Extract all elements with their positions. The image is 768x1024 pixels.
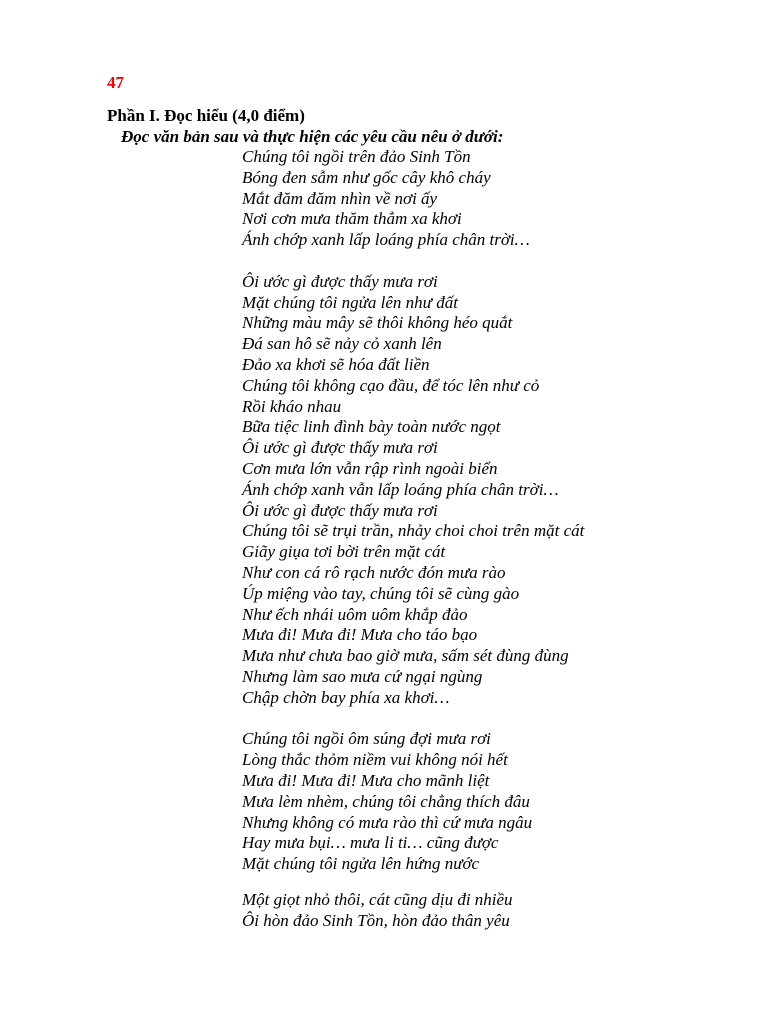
poem-line: Những màu mây sẽ thôi không héo quắt <box>242 313 513 333</box>
poem-line: Chúng tôi sẽ trụi trần, nhảy choi choi trên mặt cát <box>242 521 585 541</box>
section-title: Phần I. Đọc hiểu (4,0 điểm) <box>107 106 305 125</box>
poem-line: Hay mưa bụi… mưa li ti… cũng được <box>242 833 499 853</box>
page-number: 47 <box>107 73 124 92</box>
poem-line: Giãy giụa tơi bời trên mặt cát <box>242 542 446 562</box>
poem-line: Lòng thắc thỏm niềm vui không nói hết <box>242 750 508 770</box>
poem-line: Chúng tôi ngồi ôm súng đợi mưa rơi <box>242 729 491 749</box>
poem-line: Chúng tôi ngồi trên đảo Sinh Tồn <box>242 147 471 166</box>
poem-line: Như con cá rô rạch nước đón mưa rào <box>242 562 506 582</box>
poem-line: Đá san hô sẽ nảy cỏ xanh lên <box>242 334 442 354</box>
poem-line: Bóng đen sẫm như gốc cây khô cháy <box>242 167 491 187</box>
poem <box>242 147 584 931</box>
instruction-text: Đọc văn bản sau và thực hiện các yêu cầu nêu ở dưới: <box>121 127 504 146</box>
poem-line: Cơn mưa lớn vẫn rập rình ngoài biển <box>242 458 498 478</box>
poem-line: Bữa tiệc linh đình bày toàn nước ngọt <box>242 417 501 437</box>
poem-stanza-4 <box>242 890 584 932</box>
poem-line: Mưa lèm nhèm, chúng tôi chẳng thích đâu <box>242 791 530 811</box>
poem-line: Ôi ước gì được thấy mưa rơi <box>242 500 438 520</box>
poem-stanza-1 <box>242 147 584 251</box>
poem-stanza-2 <box>242 272 584 709</box>
poem-line: Mặt chúng tôi ngửa lên hứng nước <box>242 854 480 874</box>
poem-line: Mặt chúng tôi ngửa lên như đất <box>242 292 458 312</box>
poem-line: Mưa đi! Mưa đi! Mưa cho táo bạo <box>242 625 478 645</box>
poem-line: Như ếch nhái uôm uôm khắp đảo <box>242 604 468 624</box>
poem-line: Ôi ước gì được thấy mưa rơi <box>242 271 438 291</box>
poem-stanza-3 <box>242 729 584 875</box>
poem-line: Ôi hòn đảo Sinh Tồn, hòn đảo thân yêu <box>242 910 510 930</box>
poem-line: Một giọt nhỏ thôi, cát cũng dịu đi nhiều <box>242 889 513 909</box>
poem-line: Mưa đi! Mưa đi! Mưa cho mãnh liệt <box>242 770 490 790</box>
poem-line: Ánh chớp xanh lấp loáng phía chân trời… <box>242 230 530 250</box>
poem-line: Chập chờn bay phía xa khơi… <box>242 687 450 707</box>
poem-line: Úp miệng vào tay, chúng tôi sẽ cùng gào <box>242 583 520 603</box>
poem-line: Ôi ước gì được thấy mưa rơi <box>242 438 438 458</box>
poem-line: Nhưng không có mưa rào thì cứ mưa ngâu <box>242 812 533 832</box>
poem-line: Đảo xa khơi sẽ hóa đất liền <box>242 354 430 374</box>
poem-line: Mưa như chưa bao giờ mưa, sấm sét đùng đùng <box>242 646 569 666</box>
poem-line: Chúng tôi không cạo đầu, để tóc lên như cỏ <box>242 375 540 395</box>
poem-line: Nhưng làm sao mưa cứ ngại ngùng <box>242 666 483 686</box>
poem-line: Nơi cơn mưa thăm thẳm xa khơi <box>242 209 462 229</box>
poem-line: Rồi kháo nhau <box>242 396 342 416</box>
poem-line: Ánh chớp xanh vẫn lấp loáng phía chân trời… <box>242 479 559 499</box>
poem-line: Mắt đăm đăm nhìn về nơi ấy <box>242 188 438 208</box>
